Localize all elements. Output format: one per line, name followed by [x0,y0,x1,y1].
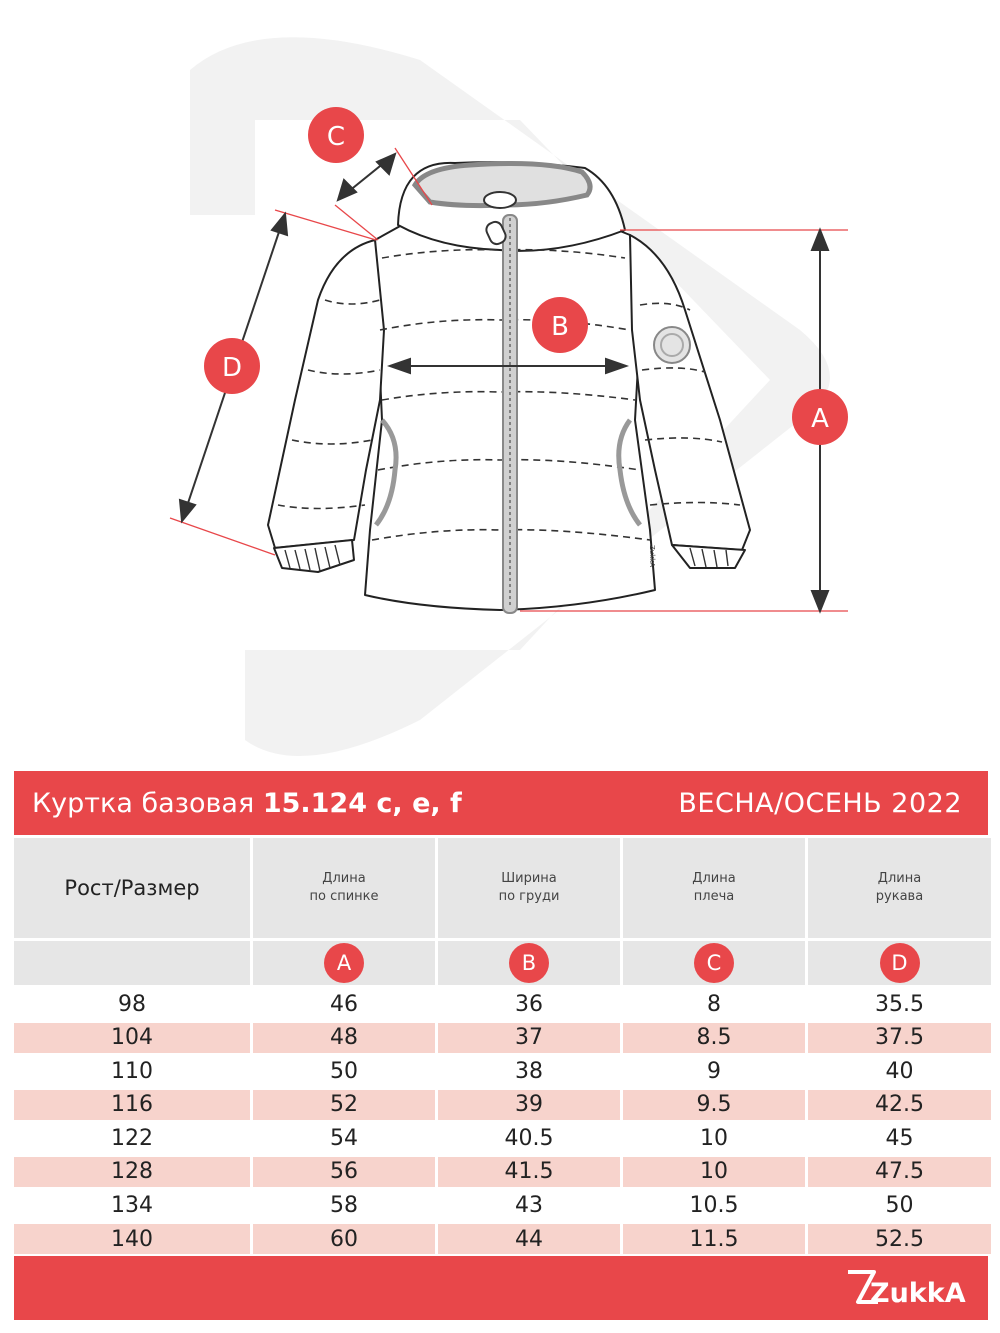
table-row [14,1056,988,1086]
measurement-cell: 52.5 [808,1224,991,1254]
column-header-line1: Длина [322,871,366,886]
measurement-cell: 52 [253,1090,435,1120]
measurement-cell: 43 [515,1193,543,1219]
label-badge-a [792,389,848,445]
zukka-logo [844,1266,974,1312]
column-header-c [623,838,805,938]
measurement-cell: 37.5 [808,1023,991,1053]
table-row [14,1157,988,1187]
jacket-tag-text: ZukkA [648,545,656,568]
svg-text:C: C [326,122,346,152]
badge-row-empty-cell [14,941,250,985]
column-badge-a: A [324,943,364,983]
column-badge-d: D [880,943,920,983]
measurement-cell: 39 [438,1090,620,1120]
measurement-cell: 58 [330,1193,358,1219]
label-badge-c [308,107,364,163]
measurement-cell: 11.5 [623,1224,805,1254]
column-header-line2: плеча [693,889,735,904]
size-cell: 140 [14,1224,250,1254]
table-row [14,1123,988,1153]
measurement-cell: 47.5 [808,1157,991,1187]
measurement-cell: 10 [700,1125,728,1151]
table-row [14,1191,988,1221]
product-article: 15.124 c, e, f [262,787,462,819]
column-header-line2: по спинке [309,889,379,904]
label-badge-b [532,297,588,353]
svg-text:A: A [811,404,829,434]
column-header-line1: Длина [692,871,736,886]
sleeve-patch [654,327,690,363]
season-label: ВЕСНА/ОСЕНЬ 2022 [678,787,962,819]
measurement-cell: 40.5 [504,1125,554,1151]
column-header-line1: Длина [877,871,922,886]
column-header-line2: рукава [875,889,924,904]
badge-row [14,941,988,985]
table-row [14,1224,988,1254]
measurement-cell: 36 [515,991,543,1017]
size-cell: 110 [111,1058,153,1084]
size-cell: 98 [118,991,146,1017]
label-badge-d [204,338,260,394]
measurement-cell: 54 [330,1125,358,1151]
measurement-cell: 45 [885,1125,914,1151]
row-header: Рост/Размер [14,838,250,938]
table-row [14,989,988,1019]
measurement-cell: 42.5 [808,1090,991,1120]
size-cell: 134 [111,1193,153,1219]
size-cell: 122 [111,1125,153,1151]
measurement-cell: 41.5 [438,1157,620,1187]
measurement-cell: 38 [515,1058,543,1084]
measurement-cell: 60 [253,1224,435,1254]
measurement-cell: 50 [330,1058,358,1084]
logo-text: ZukkA [870,1278,966,1309]
measurement-cell: 8.5 [623,1023,805,1053]
header-row [14,838,988,938]
measurement-cell: 50 [885,1193,914,1219]
size-cell: 104 [14,1023,250,1053]
badge-cell-b [438,941,620,985]
product-title-prefix: Куртка базовая [32,787,263,819]
measurement-cell: 9 [707,1058,721,1084]
column-header-a [253,838,435,938]
product-title [32,788,462,819]
measurement-cell: 10 [623,1157,805,1187]
measurement-cell: 44 [438,1224,620,1254]
table-row [14,1023,988,1053]
measurement-cell: 48 [253,1023,435,1053]
column-header-line2: по груди [498,889,560,904]
column-header-b [438,838,620,938]
measurement-cell: 10.5 [689,1193,739,1219]
badge-cell-a [253,941,435,985]
svg-text:D: D [221,353,243,383]
measurement-cell: 46 [330,991,358,1017]
table-title-bar [14,771,988,835]
measurement-cell: 35.5 [875,991,924,1017]
measurement-cell: 9.5 [623,1090,805,1120]
table-body [14,989,988,1254]
measurement-cell: 40 [885,1058,914,1084]
column-badge-c: C [694,943,734,983]
badge-cell-c [623,941,805,985]
hood-toggle [484,192,516,208]
column-header-d [808,838,991,938]
size-table [14,771,988,1258]
column-header-line1: Ширина [501,871,557,886]
measurement-cell: 37 [438,1023,620,1053]
size-cell: 128 [14,1157,250,1187]
table-row [14,1090,988,1120]
footer-bar [14,1256,988,1320]
measurement-cell: 56 [253,1157,435,1187]
size-cell: 116 [14,1090,250,1120]
badge-cell-d [808,941,991,985]
svg-text:B: B [551,312,569,342]
column-badge-b: B [509,943,549,983]
measurement-cell: 8 [707,991,721,1017]
